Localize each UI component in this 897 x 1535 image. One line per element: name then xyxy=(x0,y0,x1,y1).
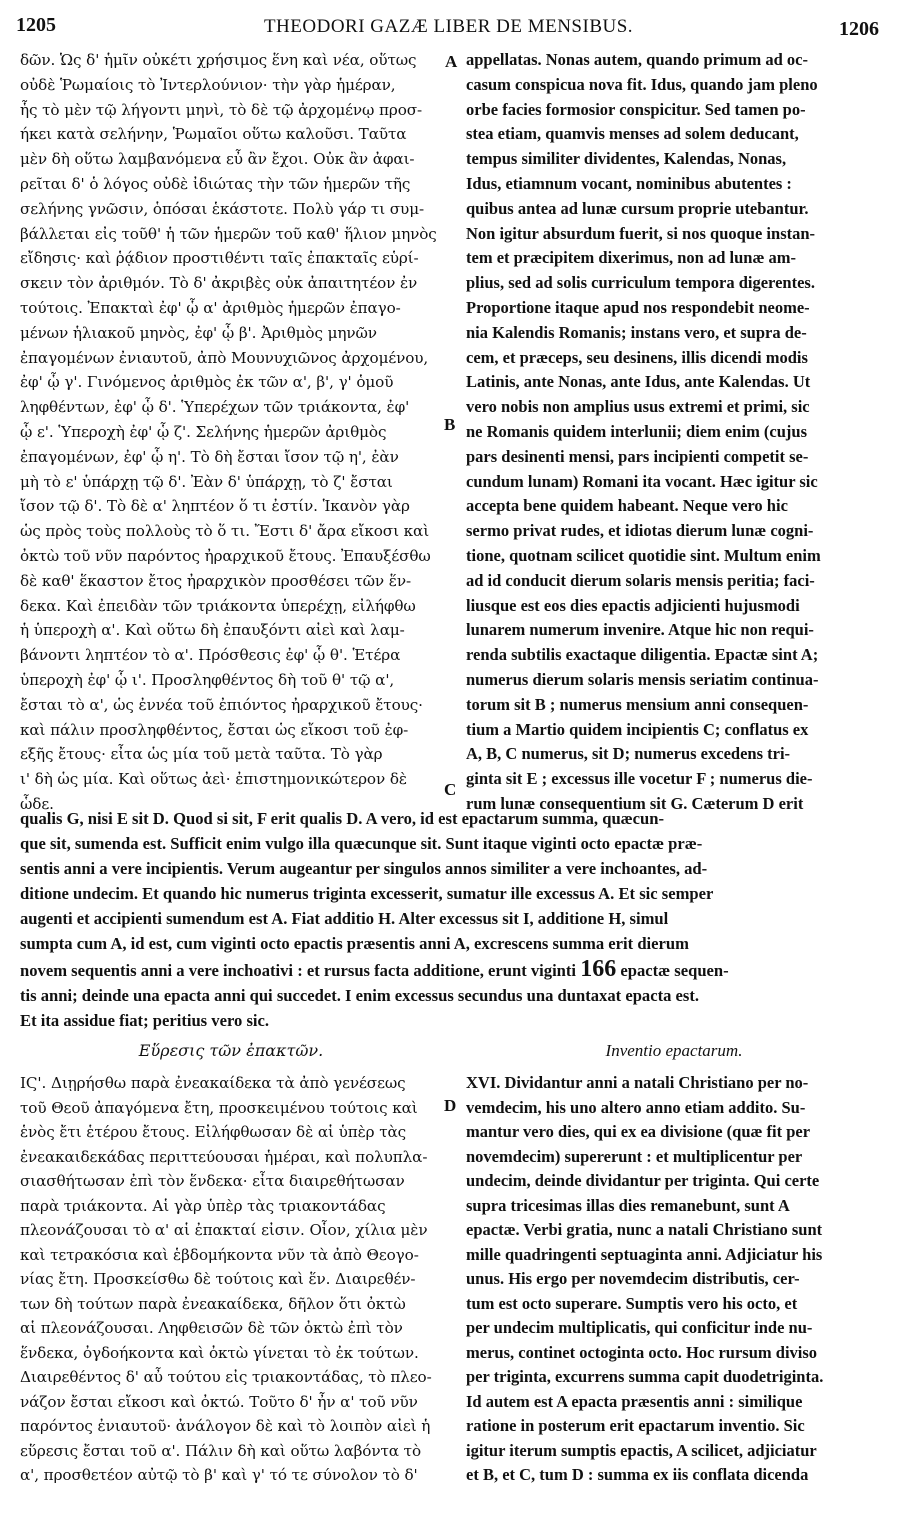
text-line: appellatas. Nonas autem, quando primum ad oc- xyxy=(466,50,808,69)
text-line: μὴ τὸ ε' ὑπάρχῃ τῷ δ'. Ἐὰν δ' ὑπάρχῃ, τὸ ζ' ἔσται xyxy=(20,472,393,491)
text-line: τούτοις. Ἐπακταὶ ἐφ' ᾧ α' ἀριθμὸς ἡμερῶν ἐπαγο- xyxy=(20,298,401,317)
text-line: merus, continet octoginta octo. Hoc rursum diviso xyxy=(466,1342,818,1362)
full-width-paragraph xyxy=(20,806,880,1033)
text-line: παρόντος ἐνιαυτοῦ· ἀνάλογον δὲ καὶ τὸ λοιπὸν αἰεὶ ἡ xyxy=(20,1417,431,1435)
text-line: καὶ πάλιν προσληφθέντος, ἔσται ὡς εἴκοσι τοῦ ἐφ- xyxy=(20,720,409,739)
text-line: ἑνὸς ἔτι ἑτέρου ἔτους. Εἰλήφθωσαν δὲ αἱ ὑπὲρ τὰς xyxy=(20,1123,407,1141)
text-line: A, B, C numerus, sit D; numerus excedens tri- xyxy=(466,744,791,764)
text-line: ληφθέντων, ἐφ' ᾧ δ'. Ὑπερέχων τῶν τριάκοντα, ἐφ' xyxy=(20,398,410,417)
section-marker-a: A xyxy=(445,52,458,71)
text-line: Proportione itaque apud nos respondebit neome- xyxy=(466,297,810,317)
text-line: αἱ πλεονάζουσαι. Ληφθεισῶν δὲ τῶν ὀκτὼ ἐπὶ τὸν xyxy=(20,1319,403,1337)
text-line: quibus antea ad lunæ cursum proprie utebantur. xyxy=(466,198,809,218)
text-line: τοῦ Θεοῦ ἀπαγόμενα ἔτη, προσκειμένου τούτοις καὶ xyxy=(20,1098,418,1117)
text-line: πλεονάζουσαι τὸ α' αἱ ἐπακταί εἰσιν. Οἷον, χίλια μὲν xyxy=(20,1221,428,1239)
text-line: igitur iterum sumptis epactis, A scilicet, adjiciatur xyxy=(466,1440,817,1460)
text-line: liusque est eos dies epactis adjicienti hujusmodi xyxy=(466,595,800,615)
line-text: novem sequentis anni a vere inchoativi : et rursus facta additione, erunt viginti xyxy=(20,960,577,980)
section-marker-d: D xyxy=(444,1096,457,1115)
line-text: epactæ sequen- xyxy=(620,960,729,980)
text-line: mantur vero dies, qui ex ea divisione (quæ fit per xyxy=(466,1122,811,1141)
page-number-left: 1205 xyxy=(16,14,56,36)
text-line: ρεῖται δ' ὁ λόγος οὐδὲ ἰδιώτας τὴν τῶν ἡμερῶν τῆς xyxy=(20,174,411,193)
text-line: sermo privat rudes, et idiotas dierum lunæ cogni- xyxy=(466,521,814,541)
section-marker-c: C xyxy=(444,780,457,799)
text-line: XVI. Dividantur anni a natali Christiano per no- xyxy=(466,1073,809,1092)
text-line: tium a Martio quidem incipientis C; conflatus ex xyxy=(466,719,809,739)
text-line: et B, et C, tum D : summa ex iis conflata dicenda xyxy=(466,1465,809,1484)
text-line: δὲ καθ' ἕκαστον ἔτος ἠραρχικὸν προσθέσει τῶν ἕν- xyxy=(20,571,411,590)
page-title: THEODORI GAZÆ LIBER DE MENSIBUS. xyxy=(263,16,634,37)
text-line: δῶν. Ὡς δ' ἡμῖν οὐκέτι χρήσιμος ἕνη καὶ νέα, οὕτως xyxy=(20,51,417,69)
text-line: μὲν δὴ οὕτω λαμβανόμενα εὖ ἂν ἔχοι. Οὐκ ἂν ἀφαι- xyxy=(20,150,415,169)
text-line: per undecim multiplicatis, qui conficitur inde nu- xyxy=(466,1318,813,1337)
text-line: οὐδὲ Ῥωμαίοις τὸ Ἰντερλούνιον· τὴν γὰρ ἡμέραν, xyxy=(20,75,396,94)
text-line: tione, quotnam scilicet quotidie sint. Multum enim xyxy=(466,545,821,565)
text-line: βάλλεται εἰς τοῦθ' ἡ τῶν ἡμερῶν τοῦ καθ' ἥλιον μηνὸς xyxy=(20,224,437,243)
text-line: ὧδε. xyxy=(20,794,54,813)
text-line: ἧς τὸ μὲν τῷ λήγοντι μηνὶ, τὸ δὲ τῷ ἀρχομένῳ προσ- xyxy=(20,100,423,119)
text-line: cem, et præceps, seu desinens, illis dicendi modis xyxy=(466,347,808,367)
text-line: torum sit B ; numerus mensium anni consequen- xyxy=(466,694,809,714)
text-line: unus. His ergo per novemdecim distributis, cer- xyxy=(466,1269,800,1288)
page-number-inline: 166 xyxy=(580,955,617,982)
text-line: sumpta cum A, id est, cum viginti octo epactis præsentis anni A, excrescens summa erit dierum xyxy=(20,934,689,954)
text-line: per triginta, excurrens summa capit duodetriginta. xyxy=(466,1367,824,1386)
text-line: pars desinenti mensi, pars incipienti competit se- xyxy=(466,446,809,466)
text-line: mille quadringenti septuaginta anni. Adjiciatur his xyxy=(466,1244,823,1264)
text-line: nia Kalendis Romanis; instans vero, et supra de- xyxy=(466,322,807,342)
text-line: tempus similiter dividentes, Kalendas, Nonas, xyxy=(466,149,787,169)
text-line: ad id conducit dierum solaris mensis peritia; faci- xyxy=(466,570,815,590)
text-line: supra tricesimas illas dies remanebunt, sunt A xyxy=(466,1195,790,1215)
greek-heading: Εὕρεσις τῶν ἐπακτῶν. xyxy=(138,1041,324,1060)
text-line: μένων ἡλιακοῦ μηνὸς, ἐφ' ᾧ β'. Ἀριθμὸς μηνῶν xyxy=(20,323,377,342)
text-line: plius, sed ad solis curriculum tempora digerentes. xyxy=(466,273,815,293)
text-line: tum est octo superare. Sumptis vero his octo, et xyxy=(466,1293,798,1313)
text-line: cundum lunam) Romani ita vocant. Hæc igitur sic xyxy=(466,471,818,491)
section-marker-b: B xyxy=(444,415,456,434)
text-line: ἡ ὑπεροχὴ α'. Καὶ οὕτω δὴ ἐπαυξόντι αἰεὶ καὶ λαμ- xyxy=(20,621,405,640)
text-line: ὡς πρὸς τοὺς πολλοὺς τὸ ὅ τι. Ἔστι δ' ἄρα εἴκοσι καὶ xyxy=(20,522,430,541)
text-line: rum lunæ consequentium sit G. Cæterum D erit xyxy=(466,793,804,813)
text-line: εξῆς ἔτους· εἶτα ὡς μία τοῦ μετὰ ταῦτα. Τὸ γὰρ xyxy=(20,745,383,764)
text-line: ΙϚ'. Διῃρήσθω παρὰ ἐνεακαίδεκα τὰ ἀπὸ γενέσεως xyxy=(20,1074,406,1092)
text-line: βάνοντι ληπτέον τὸ α'. Πρόσθεσις ἐφ' ᾧ θ'. Ἑτέρα xyxy=(20,646,401,665)
text-line: sentis anni a vere incipientis. Verum augeantur per singulos annos similiter a vere inchoantes, ad- xyxy=(20,859,708,879)
text-line: ἕνδεκα, ὀγδοήκοντα καὶ ὀκτὼ γίνεται τὸ ἐκ τούτων. xyxy=(20,1343,419,1362)
greek-column-bottom xyxy=(20,1071,442,1488)
text-line: ὑπεροχὴ ἐφ' ᾧ ι'. Προσληφθέντος δὴ τοῦ θ' τῷ α', xyxy=(20,670,395,689)
text-line: tis anni; deinde una epacta anni qui succedet. I enim excessus secundus una duntaxat epacta est. xyxy=(20,985,700,1005)
text-line: epactæ. Verbi gratia, nunc a natali Christiano sunt xyxy=(466,1220,823,1239)
latin-column-top xyxy=(466,48,882,817)
text-line: stea etiam, quamvis menses ad solem deducant, xyxy=(466,124,799,144)
text-line: σκειν τὸν ἀριθμόν. Τὸ δ' ἀκριβὲς οὐκ ἀπαιτητέον ἐν xyxy=(20,274,418,293)
text-line: ἐφ' ᾧ γ'. Γινόμενος ἀριθμὸς ἐκ τῶν α', β', γ' ὁμοῦ xyxy=(20,373,394,392)
text-line xyxy=(20,957,880,983)
latin-column-bottom xyxy=(466,1071,882,1488)
text-line: accepta bene quidem habeant. Neque vero hic xyxy=(466,496,788,516)
text-line: lunarem numerum invenire. Atque hic non requi- xyxy=(466,620,814,640)
text-line: Et ita assidue fiat; peritius vero sic. xyxy=(20,1010,270,1030)
text-line: vemdecim, his uno altero anno etiam addito. Su- xyxy=(466,1097,806,1117)
text-line: Διαιρεθέντος δ' αὖ τούτου εἰς τριακοντάδας, τὸ πλεο- xyxy=(20,1368,432,1386)
text-line: των δὴ τούτων παρὰ ἐνεακαίδεκα, δῆλον ὅτι ὀκτὼ xyxy=(20,1294,406,1313)
text-line: εἴδησις· καὶ ῥᾴδιον προστιθέντι ταῖς ἐπακταῖς εὑρί- xyxy=(20,249,419,268)
text-line: orbe facies formosior conspicitur. Sed tamen po- xyxy=(466,99,806,119)
text-line: renda subtilis exactaque diligentia. Epactæ sint A; xyxy=(466,645,819,665)
text-line: δεκα. Καὶ ἐπειδὰν τῶν τριάκοντα ὑπερέχῃ, εἰλήφθω xyxy=(20,596,416,615)
text-line: α', προσθετέον αὐτῷ τὸ β' καὶ γ' τό τε σύνολον τὸ δ' xyxy=(20,1466,418,1484)
text-line: novemdecim) supererunt : et multiplicentur per xyxy=(466,1146,803,1166)
text-line: νίας ἔτη. Προσκείσθω δὲ τούτοις καὶ ἕν. Διαιρεθέν- xyxy=(20,1270,416,1288)
text-line: σιασθήτωσαν ἐπὶ τὸν ἕνδεκα· εἶτα διαιρεθήτωσαν xyxy=(20,1172,405,1190)
page-number-right: 1206 xyxy=(839,18,879,40)
text-line: ἔσται τὸ α', ὡς ἐννέα τοῦ ἐπιόντος ἠραρχικοῦ ἔτους· xyxy=(20,695,423,714)
text-line: νάζον ἔσται εἴκοσι καὶ ὀκτώ. Τοῦτο δ' ἦν α' τοῦ νῦν xyxy=(20,1392,418,1411)
text-line: qualis G, nisi E sit D. Quod si sit, F erit qualis D. A vero, id est epactarum summa, quæcun- xyxy=(20,809,665,828)
text-line: ne Romanis quidem interlunii; diem enim (cujus xyxy=(466,421,808,441)
latin-heading: Inventio epactarum. xyxy=(605,1041,743,1060)
text-line: εὕρεσις ἔσται τοῦ α'. Πάλιν δὴ καὶ οὕτω λαβόντα τὸ xyxy=(20,1441,422,1460)
text-line: ἐπαγομένων ἐνιαυτοῦ, ἀπὸ Μουνυχιῶνος ἀρχομένου, xyxy=(20,348,429,367)
text-line: παρὰ τριάκοντα. Αἱ γὰρ ὑπὲρ τὰς τριακοντάδας xyxy=(20,1196,386,1215)
text-line: ratione in posterum erit epactarum inventio. Sic xyxy=(466,1416,805,1435)
text-line: que sit, sumenda est. Sufficit enim vulgo illa quæcunque sit. Sunt itaque viginti octo epactæ præ- xyxy=(20,834,703,854)
text-line: ἐνεακαιδεκάδας περιττεύουσαι ἡμέραι, καὶ πολυπλα- xyxy=(20,1147,428,1166)
text-line: ἐπαγομένων, ἐφ' ᾧ η'. Τὸ δὴ ἔσται ἴσον τῷ η', ἐὰν xyxy=(20,447,399,466)
text-line: Id autem est A epacta præsentis anni : similique xyxy=(466,1391,803,1411)
text-line: casum conspicua nova fit. Idus, quando jam pleno xyxy=(466,74,818,94)
text-line: augenti et accipienti sumendum est A. Fiat additio H. Alter excessus sit I, additione H, simul xyxy=(20,909,669,929)
running-header xyxy=(0,6,897,42)
text-line: tem et præcipitem dixerimus, non ad lunæ am- xyxy=(466,248,796,268)
greek-column-top xyxy=(20,48,442,817)
text-line: ὀκτὼ τοῦ νῦν παρόντος ἠραρχικοῦ ἔτους. Ἐπαυξέσθω xyxy=(20,546,431,565)
text-line: ἴσον τῷ δ'. Τὸ δὲ α' ληπτέον ὅ τι ἐστίν. Ἱκανὸν γὰρ xyxy=(20,497,410,516)
text-line: καὶ τετρακόσια καὶ ἑβδομήκοντα νῦν τὰ ἀπὸ Θεογο- xyxy=(20,1245,419,1264)
text-line: Non igitur absurdum fuerit, si nos quoque instan- xyxy=(466,223,816,243)
text-line: ditione undecim. Et quando hic numerus triginta excesserit, sumatur ille excessus A. Et sic semper xyxy=(20,884,714,904)
text-line: ᾧ ε'. Ὑπεροχὴ ἐφ' ᾧ ζ'. Σελήνης ἡμερῶν ἀριθμὸς xyxy=(20,422,387,441)
text-line: vero nobis non amplius usus extremi et primi, sic xyxy=(466,397,810,417)
text-line: numerus dierum solaris mensis seriatim continua- xyxy=(466,669,819,689)
text-line: ι' δὴ ὡς μία. Καὶ οὕτως ἀεὶ· ἐπιστημονικώτερον δὲ xyxy=(20,770,407,789)
text-line: ginta sit E ; excessus ille vocetur F ; numerus die- xyxy=(466,769,813,789)
text-line: ήκει κατὰ σελήνην, Ῥωμαῖοι οὕτω καλοῦσι. Ταῦτα xyxy=(20,125,407,144)
text-line: Idus, etiamnum vocant, nominibus abutentes : xyxy=(466,173,792,193)
text-line: σελήνης γνῶσιν, ὁπόσαι ἑκάστοτε. Πολὺ γάρ τι συμ- xyxy=(20,199,424,218)
text-line: Latinis, ante Nonas, ante Idus, ante Kalendas. Ut xyxy=(466,372,811,392)
text-line: undecim, deinde dividantur per triginta. Qui certe xyxy=(466,1171,820,1190)
